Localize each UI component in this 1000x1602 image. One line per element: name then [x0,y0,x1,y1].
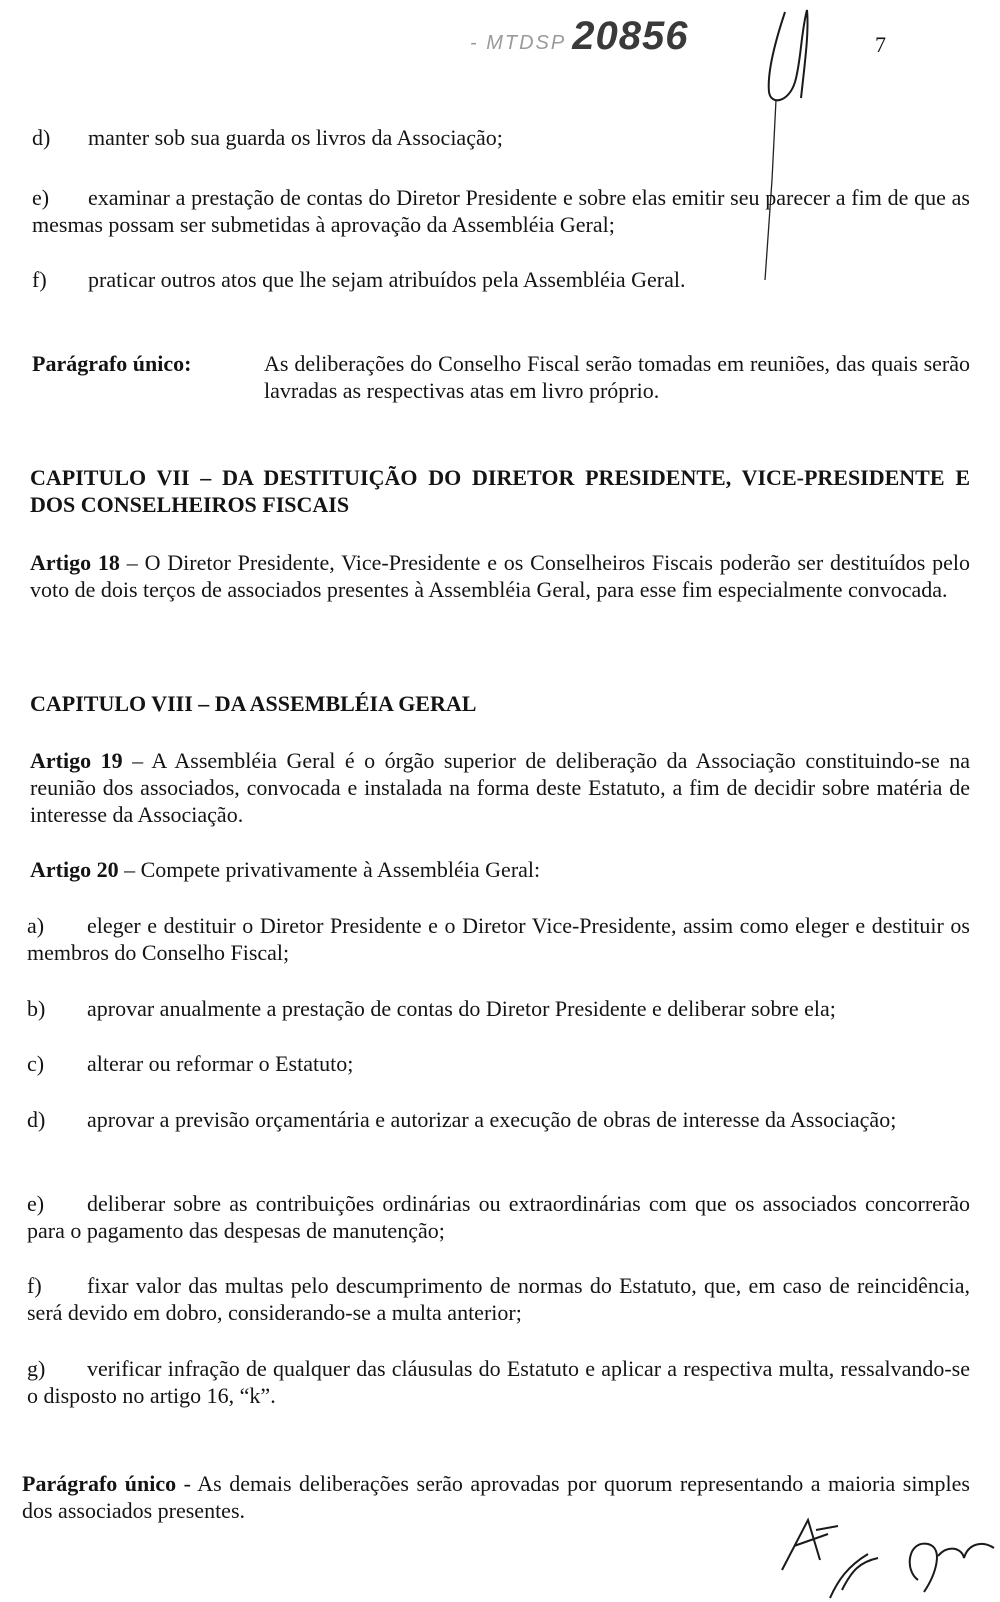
item-a [27,912,970,966]
item-d-top [32,124,962,151]
item-c [27,1050,970,1077]
item-f-top [32,266,962,293]
item-text: alterar ou reformar o Estatuto; [87,1051,354,1076]
item-text: aprovar anualmente a prestação de contas do Diretor Presidente e deliberar sobre ela; [87,996,836,1021]
article-text: – Compete privativamente à Assembléia Geral: [118,857,541,882]
item-label: d) [32,125,51,150]
paragrafo-label: Parágrafo único: [32,351,192,376]
stamp-prefix: - MTDSP [470,32,567,54]
item-text: fixar valor das multas pelo descumprimento de normas do Estatuto, que, em caso de reincidência, será devido em dobro, considerando-se a multa anterior; [27,1273,970,1325]
item-label: g) [27,1356,46,1381]
paragrafo-label: Parágrafo único [22,1471,177,1496]
chapter-7-heading: CAPITULO VII – DA DESTITUIÇÃO DO DIRETOR PRESIDENTE, VICE-PRESIDENTE E DOS CONSELHEIROS FISCAIS [30,465,970,517]
item-f [27,1272,970,1326]
article-text: – O Diretor Presidente, Vice-Presidente e os Conselheiros Fiscais poderão ser destituídos pelo voto de dois terços de associados presentes à Assembléia Geral, para esse fim especialmente convocada. [30,550,971,602]
chapter-8-heading: CAPITULO VIII – DA ASSEMBLÉIA GERAL [30,691,477,716]
registry-stamp [470,14,688,59]
item-text: examinar a prestação de contas do Diretor Presidente e sobre elas emitir seu parecer a fim de que as mesmas possam ser submetidas à aprovação da Assembléia Geral; [32,185,970,237]
item-label: f) [27,1273,42,1298]
paragrafo-text: - As demais deliberações serão aprovadas por quorum representando a maioria simples dos associados presentes. [22,1471,970,1523]
stamp-number: 20856 [572,14,689,58]
paragrafo-unico-conselho [32,350,970,404]
item-label: f) [32,267,47,292]
item-label: e) [32,185,50,210]
item-d [27,1106,970,1133]
artigo-18 [30,549,970,603]
item-text: deliberar sobre as contribuições ordinárias ou extraordinárias com que os associados concorrerão para o pagamento das despesas de manutenção; [27,1191,970,1243]
page-number: 7 [875,32,886,57]
article-text: – A Assembléia Geral é o órgão superior de deliberação da Associação constituindo-se na reunião dos associados, convocada e instalada na forma deste Estatuto, a fim de decidir sobre matéria de interesse da Associação. [30,748,971,827]
article-label: Artigo 18 [30,550,120,575]
item-text: aprovar a previsão orçamentária e autorizar a execução de obras de interesse da Associação; [87,1107,897,1132]
item-b [27,995,970,1022]
item-label: c) [27,1051,45,1076]
item-text: praticar outros atos que lhe sejam atribuídos pela Assembléia Geral. [88,267,686,292]
item-label: b) [27,996,46,1021]
item-text: verificar infração de qualquer das cláusulas do Estatuto e aplicar a respectiva multa, ressalvando-se o disposto no artigo 16, “k”. [27,1356,970,1408]
article-label: Artigo 19 [30,748,123,773]
item-label: d) [27,1107,46,1132]
item-g [27,1355,970,1409]
paragrafo-text: As deliberações do Conselho Fiscal serão tomadas em reuniões, das quais serão lavradas as respectivas atas em livro próprio. [264,351,970,403]
paragrafo-unico-assembleia [22,1470,970,1524]
handwritten-initial [745,2,835,112]
article-label: Artigo 20 [30,857,119,882]
item-e [27,1190,970,1244]
item-label: e) [27,1191,45,1216]
artigo-20 [30,856,970,883]
item-e-top [32,184,970,238]
item-text: eleger e destituir o Diretor Presidente e o Diretor Vice-Presidente, assim como eleger e destituir os membros do Conselho Fiscal; [27,913,970,965]
artigo-19 [30,747,970,828]
item-label: a) [27,913,45,938]
item-text: manter sob sua guarda os livros da Associação; [88,125,503,150]
